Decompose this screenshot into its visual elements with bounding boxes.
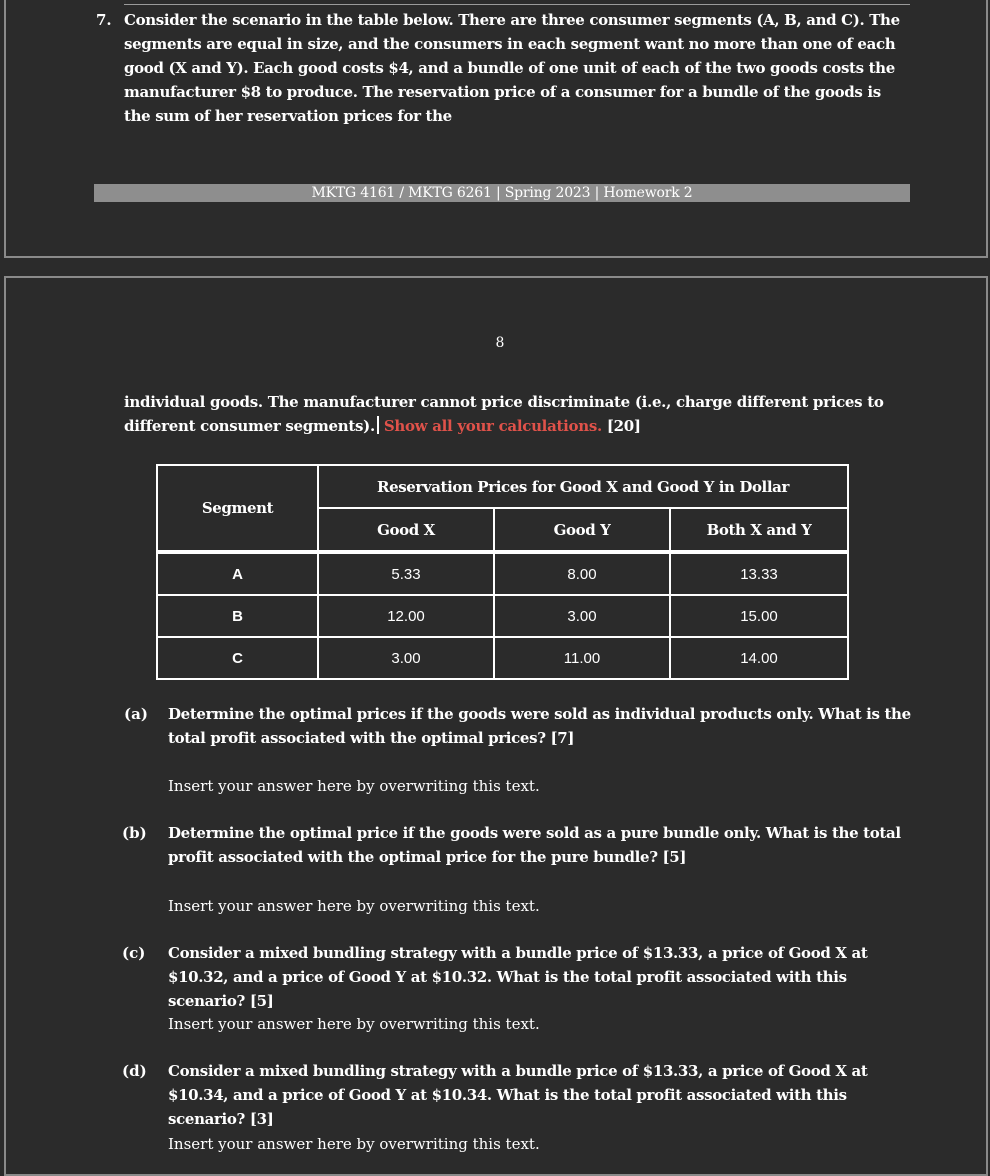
part-b-label: (b)	[122, 824, 147, 842]
part-d-question: Consider a mixed bundling strategy with a bundle price of $13.33, a price of Good X at $10.34, and a price of Good Y at $10.34. What is the total profit associated with this scenario? [3]	[168, 1062, 868, 1128]
group-header: Reservation Prices for Good X and Good Y in Dollar	[318, 465, 848, 508]
column-header-good-x: Good X	[318, 508, 494, 552]
part-a-question: Determine the optimal prices if the goods were sold as individual products only. What is the total profit associated with the optimal prices? [7]	[168, 705, 911, 747]
part-c-label: (c)	[122, 944, 146, 962]
segment-header: Segment	[157, 465, 318, 552]
segment-cell: C	[157, 637, 318, 679]
good-x-cell: 3.00	[318, 637, 494, 679]
part-a-label: (a)	[124, 705, 148, 723]
table-row	[157, 637, 848, 679]
table-row	[157, 552, 848, 595]
calculations-emphasis: Show all your calculations.	[383, 417, 602, 435]
table-row	[157, 595, 848, 637]
question-continuation[interactable]	[124, 390, 924, 438]
part-b-question: Determine the optimal price if the goods were sold as a pure bundle only. What is the total profit associated with the optimal price for the pure bundle? [5]	[168, 824, 901, 866]
bundle-cell: 14.00	[670, 637, 848, 679]
question-points: [20]	[606, 417, 641, 435]
page-footer: MKTG 4161 / MKTG 6261 | Spring 2023 | Homework 2	[94, 184, 910, 202]
good-x-cell: 5.33	[318, 552, 494, 595]
part-a-answer-field[interactable]: Insert your answer here by overwriting this text.	[168, 777, 540, 795]
question-intro[interactable]: Consider the scenario in the table below. There are three consumer segments (A, B, and C). The segments are equal in size, and the consumers in each segment want no more than one of each good (X and Y). Each good costs $4, and a bundle of one unit of each of the two goods costs the manufacturer $8 to produce. The reservation price of a consumer for a bundle of the goods is the sum of her reservation prices for the	[124, 11, 900, 125]
good-y-cell: 3.00	[494, 595, 670, 637]
part-b-answer-field[interactable]: Insert your answer here by overwriting this text.	[168, 897, 540, 915]
segment-cell: A	[157, 552, 318, 595]
part-d-answer-field[interactable]: Insert your answer here by overwriting this text.	[168, 1135, 540, 1153]
segment-cell: B	[157, 595, 318, 637]
column-header-good-y: Good Y	[494, 508, 670, 552]
part-c-question: Consider a mixed bundling strategy with a bundle price of $13.33, a price of Good X at $10.32, and a price of Good Y at $10.32. What is the total profit associated with this scenario? [5]	[168, 944, 868, 1010]
bundle-cell: 15.00	[670, 595, 848, 637]
text-cursor	[377, 416, 379, 434]
question-number: 7.	[96, 11, 112, 29]
good-y-cell: 11.00	[494, 637, 670, 679]
good-y-cell: 8.00	[494, 552, 670, 595]
reservation-price-table	[156, 464, 849, 680]
part-d-label: (d)	[122, 1062, 147, 1080]
continuation-text[interactable]: individual goods. The manufacturer cannot price discriminate (i.e., charge different prices to different consumer segments).	[124, 393, 884, 435]
page-number: 8	[495, 335, 505, 351]
top-divider	[124, 4, 910, 5]
good-x-cell: 12.00	[318, 595, 494, 637]
part-c-answer-field[interactable]: Insert your answer here by overwriting this text.	[168, 1015, 540, 1033]
bundle-cell: 13.33	[670, 552, 848, 595]
column-header-both: Both X and Y	[670, 508, 848, 552]
